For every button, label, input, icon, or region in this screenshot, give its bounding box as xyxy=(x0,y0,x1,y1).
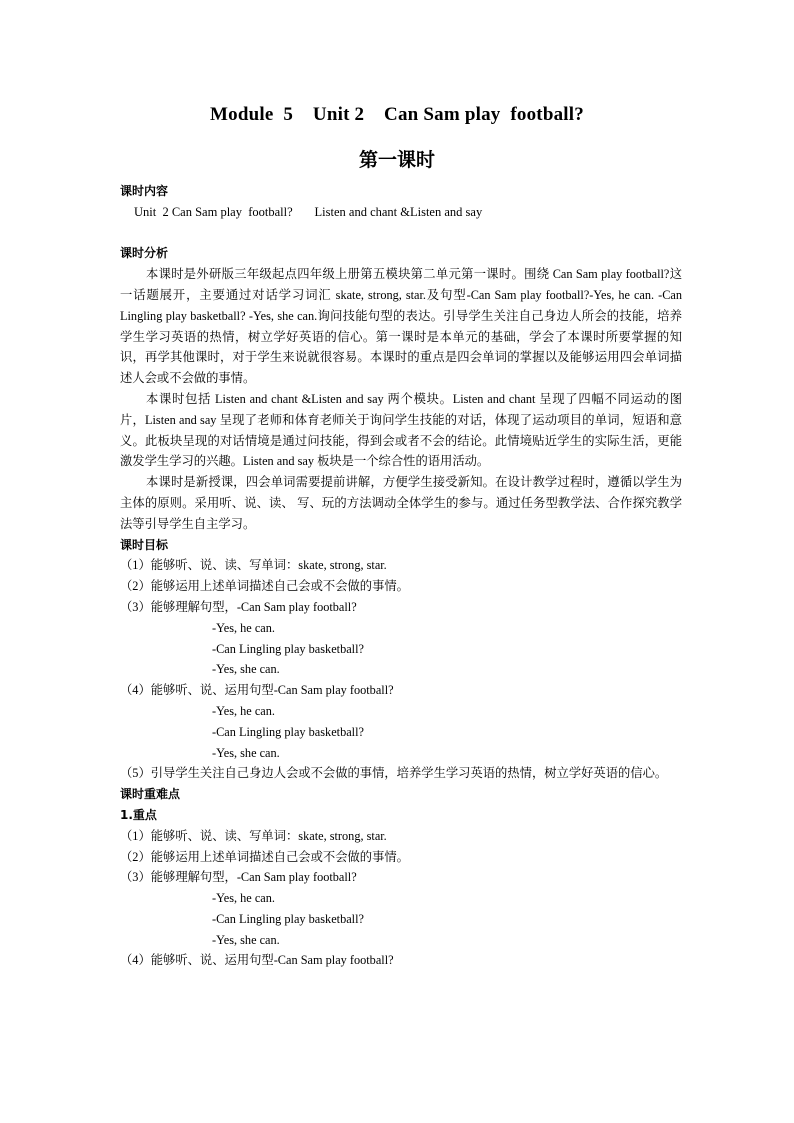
document-title: Module 5 Unit 2 Can Sam play football? xyxy=(210,104,584,125)
keypoint-item-3: （3）能够理解句型，-Can Sam play football? xyxy=(120,870,357,885)
goal-item-3-line: -Yes, he can. xyxy=(212,620,275,635)
keypoints-subheading: 1.重点 xyxy=(120,807,157,822)
keypoint-item-4: （4）能够听、说、运用句型-Can Sam play football? xyxy=(120,953,394,968)
analysis-paragraph-1: 本课时是外研版三年级起点四年级上册第五模块第二单元第一课时。围绕 Can Sam play football?这一话题展开，主要通过对话学习词汇 skate, strong, star.及句型-Can Sam play football?-Yes, he can. -Can Lingling play basketball? -Yes, she can.询问技能句型的表达。引导学生关注自己身边人所会的技能，培养学生学习英语的热情，树立学好英语的信心。第一课时是本单元的基础，学会了本课时所要掌握的知识，再学其他课时，对于学生来说就很容易。本课时的重点是四会单词的掌握以及能够运用四会单词描述人会或不会做的事情。 xyxy=(120,267,682,386)
document-subtitle: 第一课时 xyxy=(358,149,435,171)
analysis-paragraph-3: 本课时是新授课，四会单词需要提前讲解，方便学生接受新知。在设计教学过程时，遵循以学生为主体的原则。采用听、说、读、 写、玩的方法调动全体学生的参与。通过任务型教学法、合作探究教学法等引导学生自主学习。 xyxy=(120,475,682,531)
section-heading-keypoints: 课时重难点 xyxy=(120,787,181,802)
goal-item-4: （4）能够听、说、运用句型-Can Sam play football? xyxy=(120,683,394,698)
section-heading-analysis: 课时分析 xyxy=(120,246,169,261)
keypoint-item-3-line: -Can Lingling play basketball? xyxy=(212,911,364,926)
section-heading-goals: 课时目标 xyxy=(120,537,169,552)
keypoint-item-2: （2）能够运用上述单词描述自己会或不会做的事情。 xyxy=(120,849,409,864)
keypoint-item-3-line: -Yes, she can. xyxy=(212,932,280,947)
goal-item-4-line: -Yes, he can. xyxy=(212,703,275,718)
goal-item-3-line: -Can Lingling play basketball? xyxy=(212,641,364,656)
goal-item-1: （1）能够听、说、读、写单词：skate, strong, star. xyxy=(120,558,387,573)
goal-item-4-line: -Yes, she can. xyxy=(212,745,280,760)
analysis-paragraph-2: 本课时包括 Listen and chant &Listen and say 两个模块。Listen and chant 呈现了四幅不同运动的图片，Listen and say 呈现了老师和体育老师关于询问学生技能的对话，体现了运动项目的单词，短语和意义。此板块呈现的对话情境是通过问技能，得到会或者不会的结论。此情境贴近学生的实际生活，更能激发学生学习的兴趣。Listen and say 板块是一个综合性的语用活动。 xyxy=(120,391,682,469)
goal-item-5: （5）引导学生关注自己身边人会或不会做的事情，培养学生学习英语的热情，树立学好英语的信心。 xyxy=(120,766,668,781)
goal-item-2: （2）能够运用上述单词描述自己会或不会做的事情。 xyxy=(120,579,409,594)
spacer xyxy=(120,223,682,244)
keypoint-item-3-line: -Yes, he can. xyxy=(212,891,275,906)
document-body xyxy=(120,181,682,971)
goal-item-4-line: -Can Lingling play basketball? xyxy=(212,724,364,739)
section-heading-content: 课时内容 xyxy=(120,184,169,198)
goal-item-3: （3）能够理解句型，-Can Sam play football? xyxy=(120,599,357,614)
content-text: Unit 2 Can Sam play football? Listen and chant &Listen and say xyxy=(134,204,483,219)
goal-item-3-line: -Yes, she can. xyxy=(212,662,280,677)
keypoint-item-1: （1）能够听、说、读、写单词：skate, strong, star. xyxy=(120,828,387,843)
